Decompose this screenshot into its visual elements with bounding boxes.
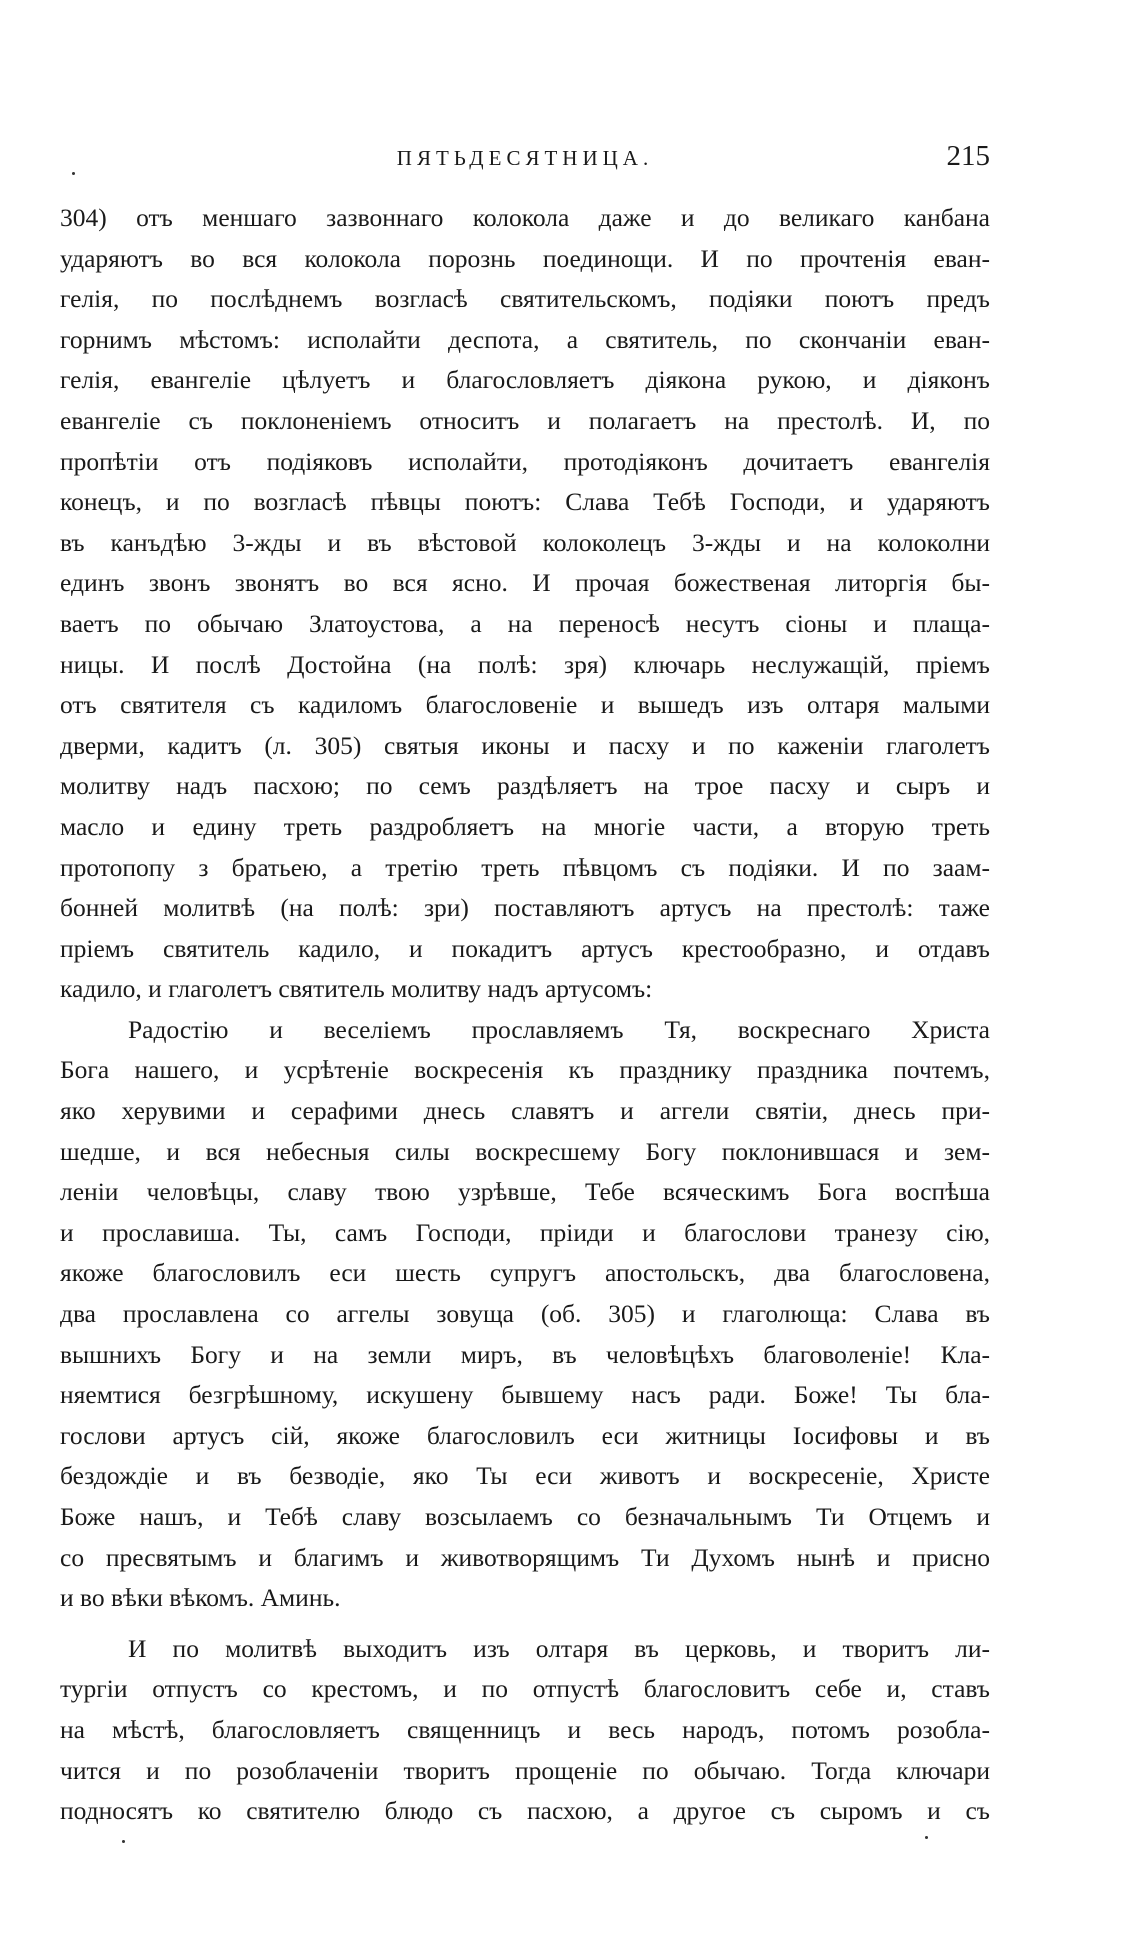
text-line: кадило, и глаголетъ святитель молитву надъ артусомъ: [60, 974, 653, 1004]
print-speck [925, 1836, 928, 1839]
print-speck [122, 1840, 125, 1843]
text-line: пропѣтіи отъ подіяковъ исполайти, протодіяконъ дочитаетъ евангелія [60, 446, 990, 476]
text-line: тургіи отпустъ со крестомъ, и по отпустѣ благословитъ себе и, ставъ [60, 1674, 990, 1704]
text-line: гелія, евангеліе цѣлуетъ и благословляетъ діякона рукою, и діяконъ [60, 365, 990, 395]
text-line: гелія, по послѣднемъ возгласѣ святительскомъ, подіяки поютъ предъ [60, 284, 990, 314]
text-line: няемтися безгрѣшному, искушену бывшему насъ ради. Боже! Ты бла- [60, 1380, 990, 1410]
text-line: и прославиша. Ты, самъ Господи, пріиди и благослови транезу сію, [60, 1217, 990, 1247]
page-number: 215 [946, 140, 990, 172]
paragraph-2 [60, 1010, 990, 1619]
text-line: масло и едину треть раздробляетъ на многіе части, а вторую треть [60, 811, 990, 841]
text-line: пріемъ святитель кадило, и покадитъ артусъ крестообразно, и отдавъ [60, 933, 990, 963]
text-line: единъ звонъ звонятъ во вся ясно. И прочая божественая литоргія бы- [60, 568, 990, 598]
text-line: яко херувими и серафими днесь славятъ и аггели святіи, днесь при- [60, 1096, 990, 1126]
text-line: вышнихъ Богу и на земли миръ, въ человѣцѣхъ благоволеніе! Кла- [60, 1339, 990, 1369]
text-line: бездождіе и въ безводіе, яко Ты еси животъ и воскресеніе, Христе [60, 1461, 990, 1491]
text-line: чится и по розоблаченіи творитъ прощеніе по обычаю. Тогда ключари [60, 1755, 990, 1785]
text-line: гослови артусъ сій, якоже благословилъ еси житницы Іосифовы и въ [60, 1420, 990, 1450]
text-line: въ канъдѣю 3-жды и въ вѣстовой колоколецъ 3-жды и на колоколни [60, 527, 990, 557]
text-line: и во вѣки вѣкомъ. Аминь. [60, 1583, 341, 1613]
text-line: молитву надъ пасхою; по семъ раздѣляетъ на трое пасху и сыръ и [60, 771, 990, 801]
text-line: Радостію и веселіемъ прославляемъ Тя, воскреснаго Христа [128, 1014, 990, 1044]
text-line: Бога нашего, и усрѣтеніе воскресенія къ празднику праздника почтемъ, [60, 1055, 990, 1085]
text-line: отъ святителя съ кадиломъ благословеніе и вышедъ изъ олтаря малыми [60, 690, 990, 720]
text-line: протопопу з братьею, а третію треть пѣвцомъ съ подіяки. И по заам- [60, 852, 990, 882]
paragraph-3 [60, 1629, 990, 1832]
paragraph-gap [60, 1619, 990, 1629]
running-title: ПЯТЬДЕСЯТНИЦА. [396, 146, 654, 170]
text-line: 304) отъ меншаго зазвоннаго колокола даже и до великаго канбана [60, 203, 990, 232]
body-text [60, 198, 990, 1832]
running-head [60, 140, 990, 180]
text-line: дверми, кадитъ (л. 305) святыя иконы и пасху и по каженіи глаголетъ [60, 730, 990, 760]
paragraph-1 [60, 198, 990, 1010]
text-line: горнимъ мѣстомъ: исполайти деспота, а святитель, по скончаніи еван- [60, 324, 990, 354]
text-line: Боже нашъ, и Тебѣ славу возсылаемъ со безначальнымъ Ти Отцемъ и [60, 1502, 990, 1531]
text-line: леніи человѣцы, славу твою узрѣвше, Тебе всяческимъ Бога воспѣша [60, 1177, 990, 1207]
text-line: со пресвятымъ и благимъ и животворящимъ Ти Духомъ нынѣ и присно [60, 1542, 990, 1572]
text-line: шедше, и вся небесныя силы воскресшему Богу поклонившася и зем- [60, 1136, 990, 1166]
text-line: ницы. И послѣ Достойна (на полѣ: зря) ключарь неслужащій, пріемъ [60, 649, 990, 679]
print-speck [72, 172, 75, 175]
text-line: два прославлена со аггелы зовуща (об. 305) и глаголюща: Слава въ [60, 1299, 990, 1329]
text-line: евангеліе съ поклоненіемъ относитъ и полагаетъ на престолѣ. И, по [60, 405, 990, 435]
text-line: бонней молитвѣ (на полѣ: зри) поставляютъ артусъ на престолѣ: таже [60, 893, 990, 923]
text-line: подносятъ ко святителю блюдо съ пасхою, а другое съ сыромъ и съ [60, 1796, 990, 1826]
text-line: конецъ, и по возгласѣ пѣвцы поютъ: Слава Тебѣ Господи, и ударяютъ [60, 487, 990, 517]
text-line: И по молитвѣ выходитъ изъ олтаря въ церковь, и творитъ ли- [128, 1633, 990, 1663]
text-line: якоже благословилъ еси шесть супругъ апостольскъ, два благословена, [60, 1258, 990, 1288]
text-line: на мѣстѣ, благословляетъ священницъ и весь народъ, потомъ розобла- [60, 1714, 990, 1744]
text-line: ударяютъ во вся колокола порознь поединощи. И по прочтенія еван- [60, 243, 990, 273]
text-line: ваетъ по обычаю Златоустова, а на переносѣ несутъ сіоны и плаща- [60, 608, 990, 638]
